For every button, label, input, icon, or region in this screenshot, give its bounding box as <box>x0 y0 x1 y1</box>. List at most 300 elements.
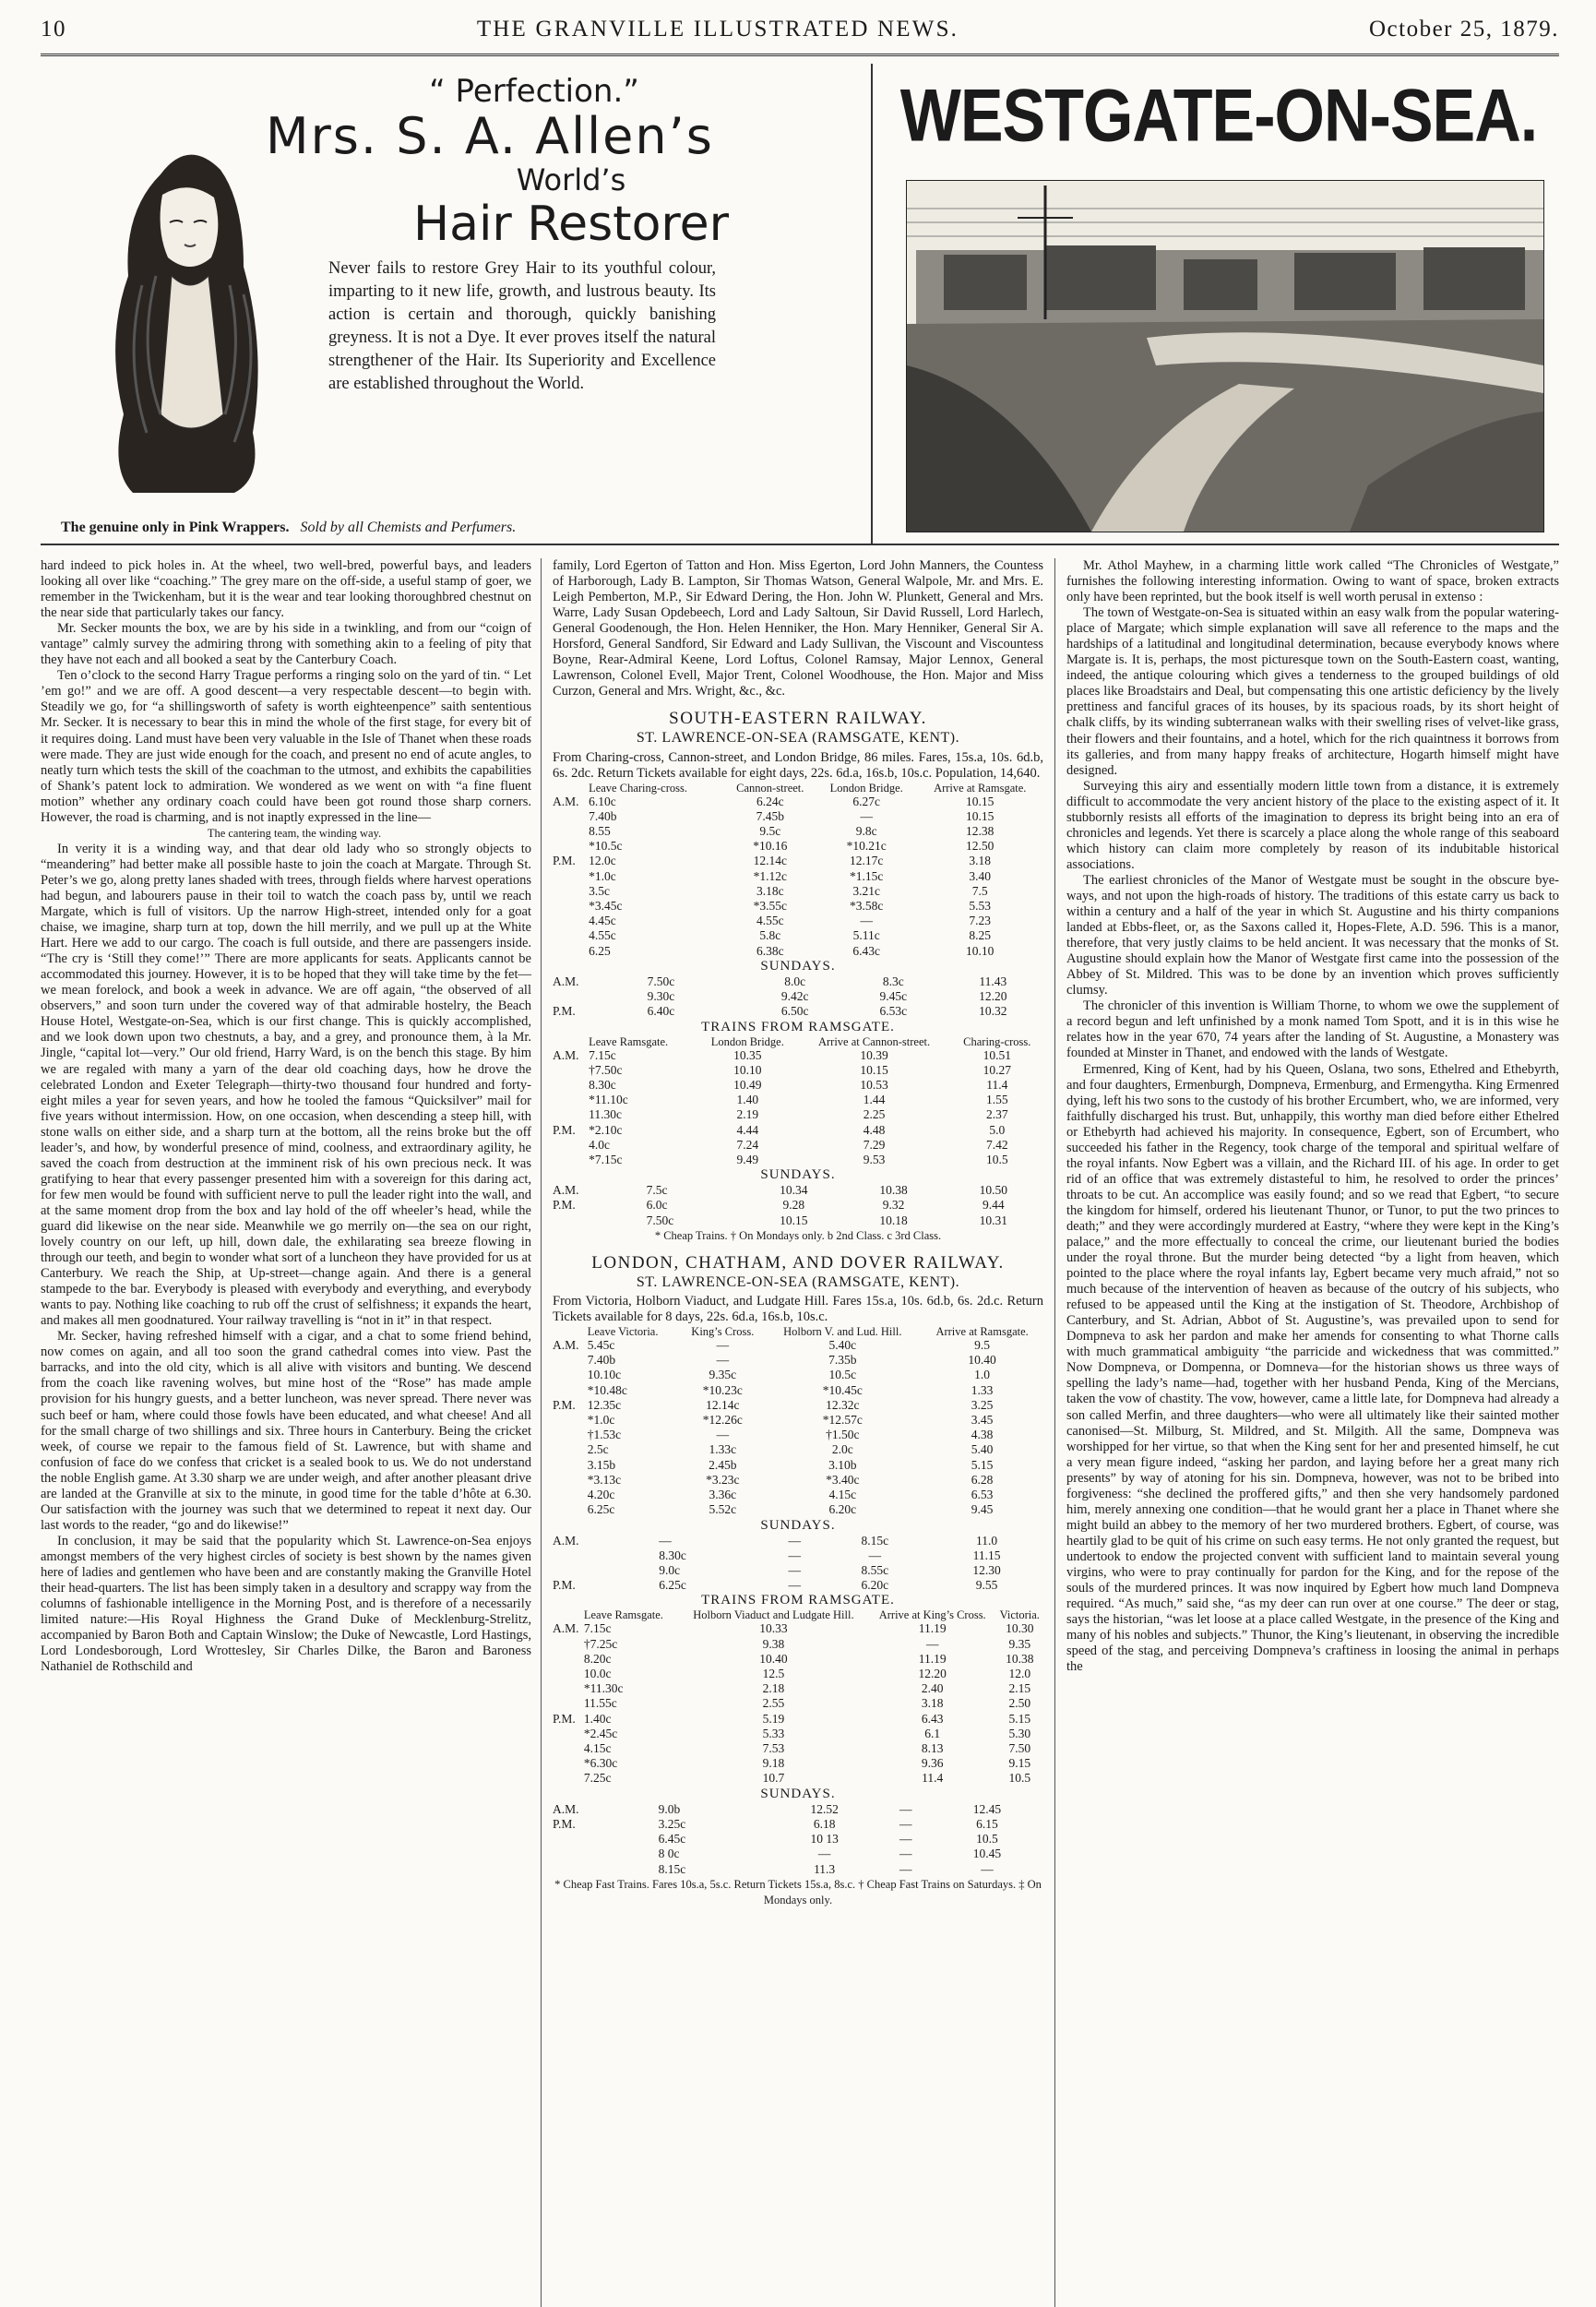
timetable-cell: 10.40 <box>968 1353 996 1368</box>
timetable-cell: 10.15 <box>966 808 995 823</box>
timetable-cell: *7.15c <box>589 1152 623 1166</box>
timetable-cell: 10.10 <box>966 943 995 958</box>
timetable-cell: 6.27c <box>852 794 881 808</box>
ser-up-table <box>553 1035 1043 1168</box>
timetable-cell <box>553 1153 589 1167</box>
paragraph: family, Lord Egerton of Tatton and Hon. Miss Egerton, Lord John Manners, the Countess of Harborough, Lady B. Lampton, Sir Thomas Watson, General Walpole, Mr. and Mrs. E. Leigh Pemberton, M.P., Sir Edward Dering, the Hon. John W. Plunkett, General and Mrs. Warre, Lady Susan Opdebeech, Lord and Lady Saltoun, Sir David Russell, Lord Harlech, General Goodenough, the Hon. Helen Henniker, the Hon. Mary Henniker, General Sir A. Horsford, General Sandford, Sir Edward and Lady Sullivan, the Viscount and Viscountess Boyne, Rear-Admiral Keene, Lord Loftus, Colonel Ramsay, Major Lennox, General Lawrenson, Colonel Evell, Major Trent, Colonel Woodhouse, the Hon. Major and Miss Curzon, General and Mrs. Wright, &c., &c. <box>553 558 1043 699</box>
timetable-row <box>553 1413 1043 1428</box>
timetable-cell: 12.50 <box>966 839 995 854</box>
timetable-header-cell: Leave Ramsgate. <box>589 1034 669 1048</box>
timetable-cell: 7.5 <box>971 883 988 898</box>
ad-tagline: “ Perfection.” <box>429 73 639 110</box>
timetable-cell <box>553 839 589 854</box>
timetable-cell <box>553 1368 588 1382</box>
timetable-cell: 9.38 <box>762 1636 785 1651</box>
lcd-down-table <box>553 1325 1043 1517</box>
timetable-cell: 6.10c <box>589 794 616 808</box>
timetable-cell: A.M. <box>553 1338 579 1353</box>
timetable-cell: *11.30c <box>583 1681 624 1696</box>
paragraph: Mr. Athol Mayhew, in a charming little work called “The Chronicles of Westgate,” furnishes the following interesting information. Owing to want of space, broken extracts only have been reprinted, but the book itself is well worth perusal in extenso : <box>1066 558 1559 605</box>
ser-footnote: * Cheap Trains. † On Mondays only. b 2nd Class. c 3rd Class. <box>654 1228 942 1242</box>
timetable-row <box>553 1502 1043 1517</box>
timetable-row <box>553 1153 1043 1167</box>
timetable-cell: 9.35c <box>709 1368 737 1382</box>
timetable-header-cell: London Bridge. <box>829 781 903 795</box>
timetable-cell: 11.55c <box>583 1696 617 1711</box>
timetable-cell: 11.0 <box>976 1533 998 1548</box>
timetable-cell: 5.11c <box>852 928 880 943</box>
timetable-header-cell: Victoria. <box>999 1608 1040 1622</box>
timetable-cell: 6.28 <box>971 1472 994 1487</box>
timetable-cell: — <box>925 1636 939 1651</box>
timetable-row <box>553 1817 1043 1832</box>
timetable-row <box>553 1004 1043 1019</box>
timetable-cell: *3.55c <box>753 899 787 914</box>
paragraph: hard indeed to pick holes in. At the wheel, two well-bred, powerful bays, and leaders looking all over like “coaching.” The grey mare on the off-side, a useful stamp of goer, we remember in the Twickenham, but it is the wear and tear looking thoroughbred chestnut on the near side that particularly takes our fancy. <box>41 558 531 621</box>
timetable-cell: — <box>788 1562 801 1577</box>
timetable-cell: 9.36 <box>921 1756 944 1771</box>
timetable-row <box>553 1368 1043 1382</box>
timetable-row <box>553 1473 1043 1488</box>
timetable-cell <box>553 944 589 959</box>
timetable-cell: 12.20 <box>918 1667 947 1681</box>
timetable-cell: 7.5c <box>646 1183 668 1198</box>
masthead <box>41 17 1559 50</box>
timetable-row <box>553 1093 1043 1107</box>
paragraph: Mr. Secker mounts the box, we are by his side in a twinkling, and from our “coign of vantage” calmly survey the admiring throng with something akin to a feeling of pity that they have not each and all booked a seat by the Canterbury Coach. <box>41 621 531 668</box>
paragraph: The earliest chronicles of the Manor of Westgate must be sought in the obscure bye-ways, and not upon the high-roads of history. The traditions of this estate carry us back to within a century and a half of the year in which St. Augustine and his thirty companions landed at Ebbs-fleet, or, as the Saxons called it, Hopes-Flete, A.D. 596. This is a manor, therefore, that very justly claims to be held ancient. It was necessary that the monks of St. Augustine should explain how the Manor of Westgate first came into the possession of the Abbey of St. Mildred. This was to be done by an invention which proves sufficiently clumsy. <box>1066 872 1559 998</box>
timetable-cell: 10.35 <box>733 1047 762 1062</box>
timetable-cell: 6.53c <box>879 1004 908 1019</box>
timetable-cell: *3.23c <box>706 1472 740 1487</box>
timetable-cell: 3.25 <box>971 1397 994 1412</box>
timetable-cell: 10.15 <box>780 1213 808 1227</box>
timetable-cell: 5.33 <box>762 1726 785 1740</box>
timetable-cell: 7.45b <box>756 808 784 823</box>
timetable-cell: 6.15 <box>976 1816 998 1831</box>
ser-title: SOUTH-EASTERN RAILWAY. <box>669 709 927 729</box>
timetable-cell: 10.10c <box>587 1368 622 1382</box>
timetable-cell: 8.25 <box>969 928 992 943</box>
timetable-cell: — <box>659 1533 672 1548</box>
timetable-cell <box>553 1756 584 1771</box>
timetable-cell: 9.18 <box>762 1756 785 1771</box>
timetable-row <box>553 1338 1043 1353</box>
column-middle <box>541 558 1055 2307</box>
timetable-cell <box>553 1862 659 1877</box>
paragraph: Mr. Secker, having refreshed himself with a cigar, and a chat to some friend behind, now comes on again, and all too soon the grand cathedral comes into view. Past the barracks, and into the old city, which is all alive with visitors and bunting. We descend from the coach like ravening wolves, but mine host of the “Rose” has made ample provision for his hungry guests, and a better luncheon, was never spread. There never was such beef or ham, where could those fowls have been educated, and what cheese! And all for the small charge of two shillings and six. Three hours in Canterbury. Being the cricket week, of course we repair to the famous field of St. Lawrence, but with shame and confusion of face do we confess that cricket is a sealed book to us. We do not understand the noble English game. At 3.30 sharp we are under weigh, and after another pleasant drive are landed at the Granville at six to the minute, in good time for the table d’hôte at 6.30. Our satisfaction with the journey was such that we determined to repeat it next day. Our last words to the reader, “go and do likewise!” <box>41 1329 531 1533</box>
timetable-cell: 8.0c <box>784 974 806 988</box>
timetable-row <box>553 1681 1043 1696</box>
timetable-cell: 1.33c <box>709 1442 737 1457</box>
sundays-label: SUNDAYS. <box>760 1167 836 1183</box>
timetable-cell: 6.43 <box>921 1711 944 1726</box>
lcd-down-sunday-table <box>553 1534 1043 1594</box>
timetable-cell: 11.19 <box>918 1621 947 1636</box>
timetable-cell: 9.45c <box>879 989 908 1004</box>
timetable-row <box>553 1107 1043 1122</box>
timetable-cell: 6.1 <box>924 1726 941 1740</box>
timetable-row <box>553 1847 1043 1861</box>
westgate-feature <box>873 64 1559 544</box>
timetable-row <box>553 914 1043 928</box>
timetable-row <box>553 795 1043 809</box>
timetable-row <box>553 1712 1043 1727</box>
timetable-cell <box>553 824 589 839</box>
timetable-cell: 8.20c <box>583 1651 612 1666</box>
timetable-header-cell: Holborn V. and Lud. Hill. <box>783 1325 902 1339</box>
timetable-cell: 10.38 <box>879 1183 908 1198</box>
issue-date: October 25, 1879. <box>1368 17 1559 42</box>
timetable-cell: 9.15 <box>1008 1756 1031 1771</box>
timetable-cell: 10.40 <box>759 1651 788 1666</box>
timetable-cell: 10.33 <box>759 1621 788 1636</box>
timetable-cell: 5.40 <box>971 1442 994 1457</box>
timetable-cell: 5.19 <box>762 1711 785 1726</box>
timetable-header-cell: Arrive at Ramsgate. <box>935 1325 1029 1339</box>
timetable-cell: 7.50 <box>1008 1741 1031 1756</box>
timetable-cell: 7.50c <box>647 974 675 988</box>
timetable-cell: *1.15c <box>850 868 884 883</box>
westgate-engraving <box>906 180 1544 532</box>
timetable-cell: 12.20 <box>979 989 1007 1004</box>
timetable-cell: 8.3c <box>882 974 904 988</box>
timetable-cell: — <box>868 1548 882 1562</box>
timetable-cell: 7.40b <box>587 1353 616 1368</box>
timetable-row <box>553 1138 1043 1153</box>
timetable-cell: 2.0c <box>831 1442 853 1457</box>
timetable-cell: P.M. <box>553 1578 576 1593</box>
ser-down-sunday-table <box>553 974 1043 1020</box>
timetable-cell: 3.15b <box>587 1457 616 1472</box>
timetable-cell: 10.38 <box>1006 1651 1034 1666</box>
timetable-cell: *1.0c <box>587 1413 615 1428</box>
timetable-cell: — <box>981 1861 994 1876</box>
column-left <box>41 558 541 2307</box>
timetable-cell: *12.57c <box>822 1413 863 1428</box>
timetable-cell: P.M. <box>553 1122 576 1137</box>
timetable-cell: 12.0 <box>1008 1667 1031 1681</box>
timetable-row <box>553 1741 1043 1756</box>
timetable-cell: *10.5c <box>589 839 623 854</box>
timetable-cell: 6.45c <box>658 1832 686 1847</box>
paragraph: The chronicler of this invention is William Thorne, to whom we owe the supplement of a record begun and left unfinished by a monk named Tom Spott, and it is in this wise he relates how in the year 670, 74 years after the landing of St. Augustine, a Monastery was founded at Minster in Thanet, and endowed with the lands of Westgate. <box>1066 998 1559 1061</box>
timetable-cell: — <box>899 1847 912 1861</box>
timetable-cell: †1.50c <box>826 1428 860 1442</box>
timetable-row <box>553 1563 1043 1578</box>
timetable-cell: 4.55c <box>756 914 784 928</box>
timetable-cell: 2.18 <box>762 1681 785 1696</box>
timetable-cell <box>553 1413 588 1428</box>
timetable-cell: 6.40c <box>647 1004 675 1019</box>
timetable-row <box>553 1637 1043 1652</box>
timetable-cell: 8.13 <box>921 1741 944 1756</box>
timetable-cell: 4.48 <box>863 1122 886 1137</box>
timetable-cell: 10.49 <box>733 1077 762 1092</box>
timetable-cell: 4.44 <box>736 1122 759 1137</box>
timetable-cell <box>553 1832 659 1847</box>
timetable-cell: 9.53 <box>863 1152 886 1166</box>
timetable-header-row <box>553 782 1043 795</box>
timetable-header-cell: Arrive at King’s Cross. <box>878 1608 986 1622</box>
timetable-row <box>553 974 1043 989</box>
timetable-cell: 11.4 <box>986 1077 1008 1092</box>
timetable-cell: P.M. <box>553 1816 576 1831</box>
timetable-cell: 1.55 <box>985 1093 1008 1107</box>
timetable-cell: 9.45 <box>971 1502 994 1517</box>
timetable-row <box>553 1488 1043 1502</box>
timetable-cell: 3.18 <box>969 854 992 868</box>
timetable-cell: *11.10c <box>589 1093 628 1107</box>
timetable-cell: 4.15c <box>828 1488 857 1502</box>
advertisement-row <box>41 64 1559 545</box>
timetable-cell: A.M. <box>553 1801 579 1816</box>
ad-worlds: World’s <box>516 162 626 197</box>
timetable-cell: 5.52c <box>709 1502 737 1517</box>
lcd-up-table <box>553 1608 1043 1786</box>
timetable-cell: 4.38 <box>971 1428 994 1442</box>
timetable-cell: — <box>899 1801 912 1816</box>
timetable-cell: 9.32 <box>882 1198 905 1213</box>
timetable-cell: 2.55 <box>762 1696 785 1711</box>
timetable-cell: 6.20c <box>861 1578 889 1593</box>
timetable-cell: P.M. <box>553 1004 576 1019</box>
lcd-up-title: TRAINS FROM RAMSGATE. <box>701 1593 895 1608</box>
timetable-row <box>553 1123 1043 1138</box>
timetable-cell: 11.30c <box>589 1107 622 1122</box>
timetable-header-cell: King’s Cross. <box>691 1325 755 1339</box>
timetable-cell: 9.35 <box>1008 1636 1031 1651</box>
timetable-cell: 1.40c <box>583 1711 612 1726</box>
timetable-header-cell <box>553 1608 584 1621</box>
timetable-cell <box>553 1847 659 1861</box>
timetable-cell: P.M. <box>553 1198 576 1213</box>
timetable-cell: 6.25 <box>589 943 611 958</box>
timetable-row <box>553 884 1043 899</box>
paragraph: Surveying this airy and essentially modern little town from a distance, it is extremely difficult to accommodate the very ancient history of the place to the existing aspect of it. It stubbornly resists all efforts of the imagination to depress its bright being into an era of chronicles and legends. Yet there is scarcely a place along the whole range of this seaboard which history can claim more completely by reason of its indubitable historical associations. <box>1066 778 1559 872</box>
timetable-cell: 9.28 <box>782 1198 805 1213</box>
timetable-cell: 11.4 <box>922 1771 944 1786</box>
timetable-cell <box>553 1548 659 1563</box>
timetable-cell: *3.58c <box>850 899 884 914</box>
timetable-cell: 2.45b <box>709 1457 737 1472</box>
timetable-row <box>553 1862 1043 1877</box>
timetable-cell: 10.5 <box>985 1152 1008 1166</box>
timetable-row <box>553 1213 1043 1228</box>
timetable-cell: 8.15c <box>658 1861 686 1876</box>
timetable-cell: 6.24c <box>756 794 784 808</box>
timetable-row <box>553 1621 1043 1636</box>
timetable-cell <box>553 989 648 1004</box>
timetable-cell: 8.30c <box>659 1548 686 1562</box>
timetable-cell: 1.33 <box>971 1382 994 1397</box>
ad-footer <box>61 520 516 536</box>
lcd-title: LONDON, CHATHAM, AND DOVER RAILWAY. <box>591 1252 1005 1273</box>
timetable-row <box>553 824 1043 839</box>
timetable-cell: 9.8c <box>855 824 877 839</box>
timetable-cell: 2.15 <box>1008 1681 1031 1696</box>
timetable-cell <box>553 1488 588 1502</box>
timetable-cell <box>553 1667 584 1681</box>
timetable-cell: 5.45c <box>587 1338 615 1353</box>
timetable-cell: †7.25c <box>583 1636 618 1651</box>
timetable-cell: 10.50 <box>979 1183 1008 1198</box>
timetable-cell: 9.30c <box>647 989 675 1004</box>
timetable-cell: — <box>788 1578 801 1593</box>
timetable-cell: 6.18 <box>813 1816 836 1831</box>
timetable-cell: A.M. <box>553 794 579 808</box>
timetable-cell: 3.40 <box>969 868 992 883</box>
timetable-cell: 2.50 <box>1008 1696 1031 1711</box>
timetable-cell: 7.25c <box>583 1771 612 1786</box>
timetable-cell: — <box>860 914 873 928</box>
timetable-cell: 12.14c <box>753 854 787 868</box>
timetable-header-cell: Holborn Viaduct and Ludgate Hill. <box>693 1608 854 1622</box>
timetable-row <box>553 1353 1043 1368</box>
hair-restorer-advertisement <box>41 64 873 544</box>
paragraph: The town of Westgate-on-Sea is situated within an easy walk from the popular watering-place of Margate; which simple explanation will save all reference to the maps and the hardships of a latitudinal and longitudinal determination, because everybody knows where Margate is. It is, perhaps, the most picturesque town on the South-Eastern coast, wanting, indeed, the antique colouring which gives a tenderness to the grouped buildings of old places like Broadstairs and Deal, but compensating this one artistic deficiency by the lively prettiness and fanciful graces of its houses, by its spacious roads, by its short height of chalk cliffs, by its winding subterranean walks with their swelling rises of velvet-like grass, their flowers and their fountains, and a hotel, which for the rich quaintness it borrows from its galleries, and from many happy freaks of architecture, Hogarth himself might have designed. <box>1066 605 1559 778</box>
timetable-cell: 7.53 <box>762 1741 785 1756</box>
timetable-cell: 8.55 <box>589 824 611 839</box>
timetable-cell: 10.53 <box>860 1077 888 1092</box>
timetable-cell: 9.49 <box>736 1152 759 1166</box>
timetable-cell: 12.30 <box>972 1562 1001 1577</box>
lcd-up-sunday-table <box>553 1802 1043 1877</box>
timetable-cell: 4.0c <box>589 1137 610 1152</box>
timetable-cell <box>553 1063 589 1078</box>
timetable-cell <box>553 1353 588 1368</box>
timetable-cell: 6.53 <box>971 1488 994 1502</box>
timetable-cell <box>553 1458 588 1473</box>
timetable-cell: — <box>817 1847 831 1861</box>
timetable-cell: 10.51 <box>983 1047 1011 1062</box>
timetable-cell: 10.5c <box>828 1368 857 1382</box>
timetable-cell: †7.50c <box>589 1062 623 1077</box>
timetable-row <box>553 1696 1043 1711</box>
timetable-cell: 10.27 <box>983 1062 1011 1077</box>
timetable-cell: 9.55 <box>975 1578 998 1593</box>
timetable-cell: 3.18 <box>921 1696 944 1711</box>
timetable-cell: 9.0c <box>659 1562 681 1577</box>
timetable-cell: 4.45c <box>589 914 616 928</box>
timetable-cell: 10.45 <box>972 1847 1002 1861</box>
timetable-cell: 12.35c <box>587 1397 622 1412</box>
timetable-cell: 8.55c <box>861 1562 889 1577</box>
timetable-cell: 6.20c <box>828 1502 857 1517</box>
timetable-cell: — <box>899 1816 912 1831</box>
timetable-cell <box>553 1771 584 1786</box>
timetable-cell: 7.24 <box>736 1137 759 1152</box>
timetable-cell: 12.14c <box>706 1397 740 1412</box>
timetable-cell <box>553 1428 588 1442</box>
timetable-cell: †1.53c <box>587 1428 622 1442</box>
timetable-row <box>553 928 1043 943</box>
timetable-row <box>553 1727 1043 1741</box>
timetable-row <box>553 1458 1043 1473</box>
timetable-row <box>553 1534 1043 1548</box>
timetable-cell: 7.50c <box>646 1213 674 1227</box>
timetable-cell <box>553 1138 589 1153</box>
timetable-header-cell <box>553 1325 588 1338</box>
timetable-cell: *3.40c <box>826 1472 860 1487</box>
timetable-cell: 7.42 <box>985 1137 1008 1152</box>
page-number: 10 <box>41 17 66 42</box>
timetable-cell: A.M. <box>553 1183 579 1198</box>
timetable-cell <box>553 1741 584 1756</box>
timetable-cell: — <box>860 808 873 823</box>
ad-footer-sold: Sold by all Chemists and Perfumers. <box>300 520 517 535</box>
timetable-cell <box>553 1213 647 1228</box>
timetable-cell: A.M. <box>553 1047 579 1062</box>
paragraph: In verity it is a winding way, and that dear old lady who so strongly objects to “meandering” had better make all possible haste to join the coach at Margate. Through St. Peter’s we go, along pretty lanes shaded with trees, through fields where harvest operations had begun, and labourers pause in their toil to watch the coach pass by, until we reach Margate, which is full of visitors. Up the narrow High-street, intended only for a goat chaise, we imagine, sharp turn at top, down the hill merrily, and we pull up at the White Hart. Here we add to our cargo. The coach is full outside, and there are passengers inside. “The cry is ‘Still they come!’” There are more applicants for seats. Applicants cannot be accommodated this journey. However, it is to be hoped that they will take time by the fet—we mean forelock, and book a week in advance. We are off again, “the observed of all observers,” and soon turn under the covered way of that admirable hostelry, the Beach House Hotel, Westgate-on-Sea, which is our first change. This is quickly accomplished, and we look down upon two chestnuts, a bay, and a grey, and pronounce them, à la Mr. Jingle, “capital lot—very.” Our old friend, Harry Ward, is on the bench this stage. By him we are regaled with many a yarn of the dear old coaching days, how he drove the celebrated London and Exeter Telegraph—thirty-two thousand four hundred and forty-eight miles a year for seven years, and how he tooled the famous “Quicksilver” mail for five years without intermission. How, on one occasion, when descending a steep hill, with stone walls on either side, and a sharp turn at the bottom, all the reins broke but the off leader’s, and how, by wonderful presence of mind, coolness, and extraordinary agility, he saved the coach from destruction at the imminent risk of his own precious neck. It was gratifying to hear that every passenger presented him with a sovereign for this daring act, for few men would be found with sufficient nerve to pull the leader right into the wall, and at the same moment drop from the box and lay hold of the off wheeler’s head, while the guard did likewise on the near side. Meanwhile we go merrily on—the sea on our right, lovely country on our left, up hill, down dale, the exhilarating sea breeze flowing in through our teeth, and begin to wonder what sort of a luncheon they have provided for us at Canterbury. We reach the Ship, at Up-street—change again. And there is a general stampede to the bar. Everybody is pleased with everybody and everything, and everybody wants to pay. Nothing like coaching to rub off the crust of selfishness; it expands the heart, and makes all men goodnatured. Your railway travelling is “not in it” in that respect. <box>41 841 531 1329</box>
ser-subtitle: ST. LAWRENCE-ON-SEA (RAMSGATE, KENT). <box>636 730 960 747</box>
timetable-header-cell <box>553 1035 589 1048</box>
timetable-cell: 5.15 <box>1008 1711 1031 1726</box>
ad-product: Hair Restorer <box>412 197 729 252</box>
timetable-row <box>553 869 1043 884</box>
timetable-row <box>553 1442 1043 1457</box>
sundays-label: SUNDAYS. <box>760 1517 836 1533</box>
timetable-cell <box>553 884 589 899</box>
timetable-cell: 5.40c <box>828 1338 857 1353</box>
paragraph: Ermenred, King of Kent, had by his Queen, Oslana, two sons, Ethelred and Ethebyrth, and four daughters, Ermenburgh, Dompneva, Ermenburg, and Ermengytha. King Ermenred dying, left his two sons to the custody of his brother Ercumbert, who, we are informed, very faithfully discharged his trust. But, unhappily, this worthy man died before either Ethelred or Ethebyrth had achieved his majority. In consequence, Egbert, son of Ercumbert, who succeeded his father in the Regency, took charge of the temporal and spiritual welfare of the royal infants. Now Egbert was a villain, and the Richard III. of his age. In order to get rid of an office that was extremely distasteful to him, he resolved to order the princes’ throats to be cut. An accomplice was easily found; and so we read that Egbert, “to secure the kingdom for himself, ordered his lieutenant Thunor, or Tunor, to put the two princes to death;” and they were accordingly murdered at Eastry, “where they were kept in the King’s palace,” and the more effectually to conceal the crime, our lieutenant buried the bodies under the royal throne. But the murder being detected “by a light from heaven, which pointed to the place where the royal infants lay, Egbert became very much afraid,” not so much because of the intervention of heaven as because of the outcry of his subjects, who refused to be appeased until the King at the instigation of St. Theodore, Archbishop of Canterbury, and St. Adrian, Abbot of St. Augustine’s, was prevailed upon to send for Dompneva to ask her pardon and make her amends for consenting to what Thorne calls with much grammatical ambiguity “the parricide and wickedness that was committed.” Now Dompneva, or Dompenna, or Domneva—for the historian shows us three ways of spelling the lady’s name—had, together with her husband Penda, King of the Mercians, taken the vow of chastity. The vow, however, came a little late, for Dompneva had already a son called Merfin, and three daughters—who were all ultimately like their sainted mother canonised—St. Milburg, St. Mildred, and St. Milgith. All the same, Dompneva was worshipped for her virtue, so that when the King sent for her and presented himself, he cut a very mean figure indeed, “asking her pardon, and laying before her a great many rich presents” by way of atoning for his sin. Dompneva, however, was not to be bribed into forgiveness: “she declined the proffered gifts,” and then she very handsomely pardoned him, merely annexing one condition—that he would grant her a place in Thanet where she might build an abbey to the memory of her two murdered brothers. Egbert, of course, was heartily glad to be quit of his crime on such easy terms. He not only granted the request, but undertook to endow the projected convent with sufficient land to maintain several young virgins, who were to pray continually for pardon for the King, and for the repose of the souls of the murdered princes. It was now inquired by Egbert how much land Dompneva required. “As much,” said she, “as my deer can run over at one course.” The deer or stag, says the historian, “was let loose at a place called Westgate, in the presence of the King and many of his nobles and subjects.” Thunor, the King’s lieutenant, in observing the incredible speed of the stag, and perceiving Dompneva’s craftiness in loosing the animal in perhaps the <box>1066 1061 1559 1675</box>
timetable-cell: 2.5c <box>587 1442 609 1457</box>
timetable-row <box>553 839 1043 854</box>
lcd-subtitle: ST. LAWRENCE-ON-SEA (RAMSGATE, KENT). <box>636 1273 960 1290</box>
timetable-cell: 7.15c <box>583 1621 612 1636</box>
timetable-cell: — <box>899 1861 912 1876</box>
timetable-cell: — <box>716 1353 730 1368</box>
timetable-row <box>553 1771 1043 1786</box>
timetable-cell: — <box>716 1338 730 1353</box>
timetable-header-cell: Leave Ramsgate. <box>583 1608 663 1622</box>
lcd-footnote: * Cheap Fast Trains. Fares 10s.a, 5s.c. Return Tickets 15s.a, 8s.c. † Cheap Fast Trains on Saturdays. ‡ On Mondays only. <box>554 1877 1042 1907</box>
timetable-cell: 4.15c <box>583 1741 612 1756</box>
timetable-cell: 6.43c <box>852 943 881 958</box>
timetable-cell <box>553 1383 588 1398</box>
timetable-cell: 12.45 <box>972 1801 1002 1816</box>
timetable-row <box>553 1383 1043 1398</box>
timetable-cell <box>553 1696 584 1711</box>
timetable-cell: 12.32c <box>826 1397 860 1412</box>
timetable-cell: 8.30c <box>589 1077 616 1092</box>
timetable-cell: — <box>899 1832 912 1847</box>
timetable-cell <box>553 914 589 928</box>
timetable-cell: 3.18c <box>756 883 784 898</box>
timetable-cell <box>553 1093 589 1107</box>
timetable-cell: A.M. <box>553 1621 579 1636</box>
ser-up-title: TRAINS FROM RAMSGATE. <box>701 1019 895 1034</box>
timetable-header-cell: Cannon-street. <box>736 781 804 795</box>
timetable-cell: 1.0 <box>974 1368 991 1382</box>
timetable-header-cell: London Bridge. <box>710 1034 784 1048</box>
timetable-cell: *2.45c <box>583 1726 618 1740</box>
timetable-cell: 9.5c <box>759 824 781 839</box>
timetable-row <box>553 1398 1043 1413</box>
timetable-cell: 10.15 <box>966 794 995 808</box>
timetable-cell: 3.10b <box>828 1457 857 1472</box>
timetable-cell: *1.0c <box>589 868 616 883</box>
timetable-cell: *10.16 <box>753 839 788 854</box>
paragraph: Ten o’clock to the second Harry Trague performs a ringing solo on the yard of tin. “ Let ’em go!” and we are off. A good descent—a very respectable descent—to begin with. Steadily we go, for “a shillingsworth of safety is worth eighteenpence” saith sententious Mr. Secker. It is necessary to bear this in mind the whole of the first stage, for every bit of it requires doing. Land must have been very valuable in the Isle of Thanet when these roads were made. They are just wide enough for the coach, and present no end of acute angles, to neatly turn which tests the skill of the coachman to the utmost, and exhibits the capabilities of Shank’s patent lock to admiration. We wondered as we went on with “a fine fluent motion” whether any ordinary coach could have been got round those sharp corners. However, the road is charming, and is not inaptly expressed in the line— <box>41 668 531 825</box>
timetable-cell: A.M. <box>553 974 579 988</box>
timetable-cell: 6.25c <box>659 1578 686 1593</box>
timetable-header-cell: Leave Victoria. <box>587 1325 659 1339</box>
timetable-cell: 11.3 <box>814 1861 836 1876</box>
ser-down-table <box>553 782 1043 959</box>
timetable-cell: 7.40b <box>589 808 617 823</box>
timetable-cell <box>553 1681 584 1696</box>
